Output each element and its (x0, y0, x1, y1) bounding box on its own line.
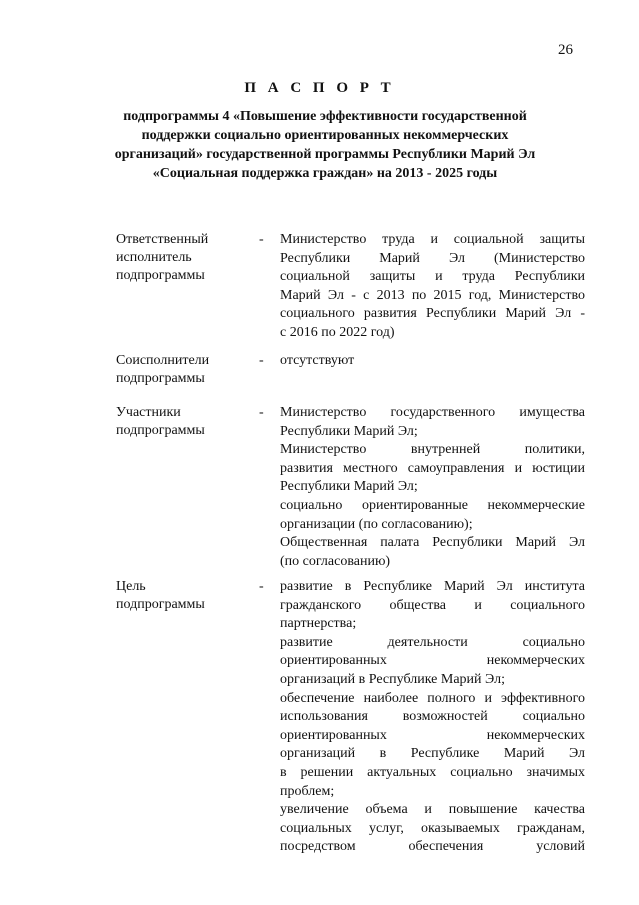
value-line: с 2016 по 2022 год) (280, 324, 395, 340)
value-line: социально ориентированные некоммерческие (280, 497, 585, 513)
value-line: использования возможностей социально (280, 709, 585, 725)
value-line: организаций в Республике Марий Эл (280, 746, 585, 762)
value-line: развитие в Республике Марий Эл института (280, 579, 585, 594)
row-label (116, 352, 251, 388)
row-value (280, 578, 585, 857)
label-line: Цель (116, 579, 146, 594)
value-line: организаций в Республике Марий Эл; (280, 671, 505, 687)
row-value (280, 352, 585, 371)
value-line: посредством обеспечения условий (280, 839, 585, 855)
value-line: обеспечение наиболее полного и эффективного (280, 690, 585, 706)
row-value (280, 404, 585, 571)
row-dash: - (259, 232, 264, 247)
subtitle-line: «Социальная поддержка граждан» на 2013 - 2025 годы (152, 166, 498, 181)
document-subtitle (110, 107, 540, 183)
value-line: ориентированных некоммерческих (280, 653, 585, 669)
label-line: подпрограммы (116, 268, 205, 283)
value-line: Марий Эл - с 2013 по 2015 год, Министерство (280, 287, 585, 303)
value-line: Министерство внутренней политики, (280, 442, 585, 458)
label-line: подпрограммы (116, 371, 205, 386)
value-line: ориентированных некоммерческих (280, 727, 585, 743)
value-line: Республики Марий Эл; (280, 423, 418, 439)
value-line: в решении актуальных социально значимых (280, 764, 585, 780)
value-line: социальной защиты и труда Республики (280, 269, 585, 285)
label-line: Ответственный (116, 232, 209, 247)
page-number: 26 (558, 42, 573, 58)
value-line: Министерство труда и социальной защиты (280, 232, 585, 247)
label-line: исполнитель (116, 250, 192, 265)
row-value (280, 231, 585, 343)
label-line: Участники (116, 405, 181, 420)
value-line: Республики Марий Эл; (280, 479, 418, 495)
value-line: увеличение объема и повышение качества (280, 802, 585, 818)
row-label (116, 231, 251, 285)
label-line: Соисполнители (116, 353, 210, 368)
row-label (116, 578, 251, 614)
value-line: гражданского общества и социального (280, 597, 585, 613)
value-line: социального развития Республики Марий Эл - (280, 306, 585, 322)
label-line: подпрограммы (116, 423, 205, 438)
row-dash: - (259, 579, 264, 594)
value-line: партнерства; (280, 616, 357, 632)
value-line: развитие деятельности социально (280, 634, 585, 650)
value-line: Республики Марий Эл (Министерство (280, 250, 585, 266)
label-line: подпрограммы (116, 597, 205, 612)
subtitle-line: поддержки социально ориентированных некоммерческих (141, 128, 509, 143)
row-dash: - (259, 353, 264, 368)
value-line: организации (по согласованию); (280, 516, 473, 532)
subtitle-line: организаций» государственной программы Республики Марий Эл (114, 147, 536, 162)
row-dash: - (259, 405, 264, 420)
value-line: Министерство государственного имущества (280, 405, 585, 420)
subtitle-line: подпрограммы 4 «Повышение эффективности государственной (123, 109, 527, 124)
value-line: Общественная палата Республики Марий Эл (280, 535, 585, 551)
value-line: отсутствуют (280, 353, 355, 368)
value-line: социальных услуг, оказываемых гражданам, (280, 820, 585, 836)
value-line: (по согласованию) (280, 553, 391, 569)
value-line: проблем; (280, 783, 335, 799)
value-line: развития местного самоуправления и юстиции (280, 460, 585, 476)
document-title: П А С П О Р Т (244, 80, 395, 96)
row-label (116, 404, 251, 440)
